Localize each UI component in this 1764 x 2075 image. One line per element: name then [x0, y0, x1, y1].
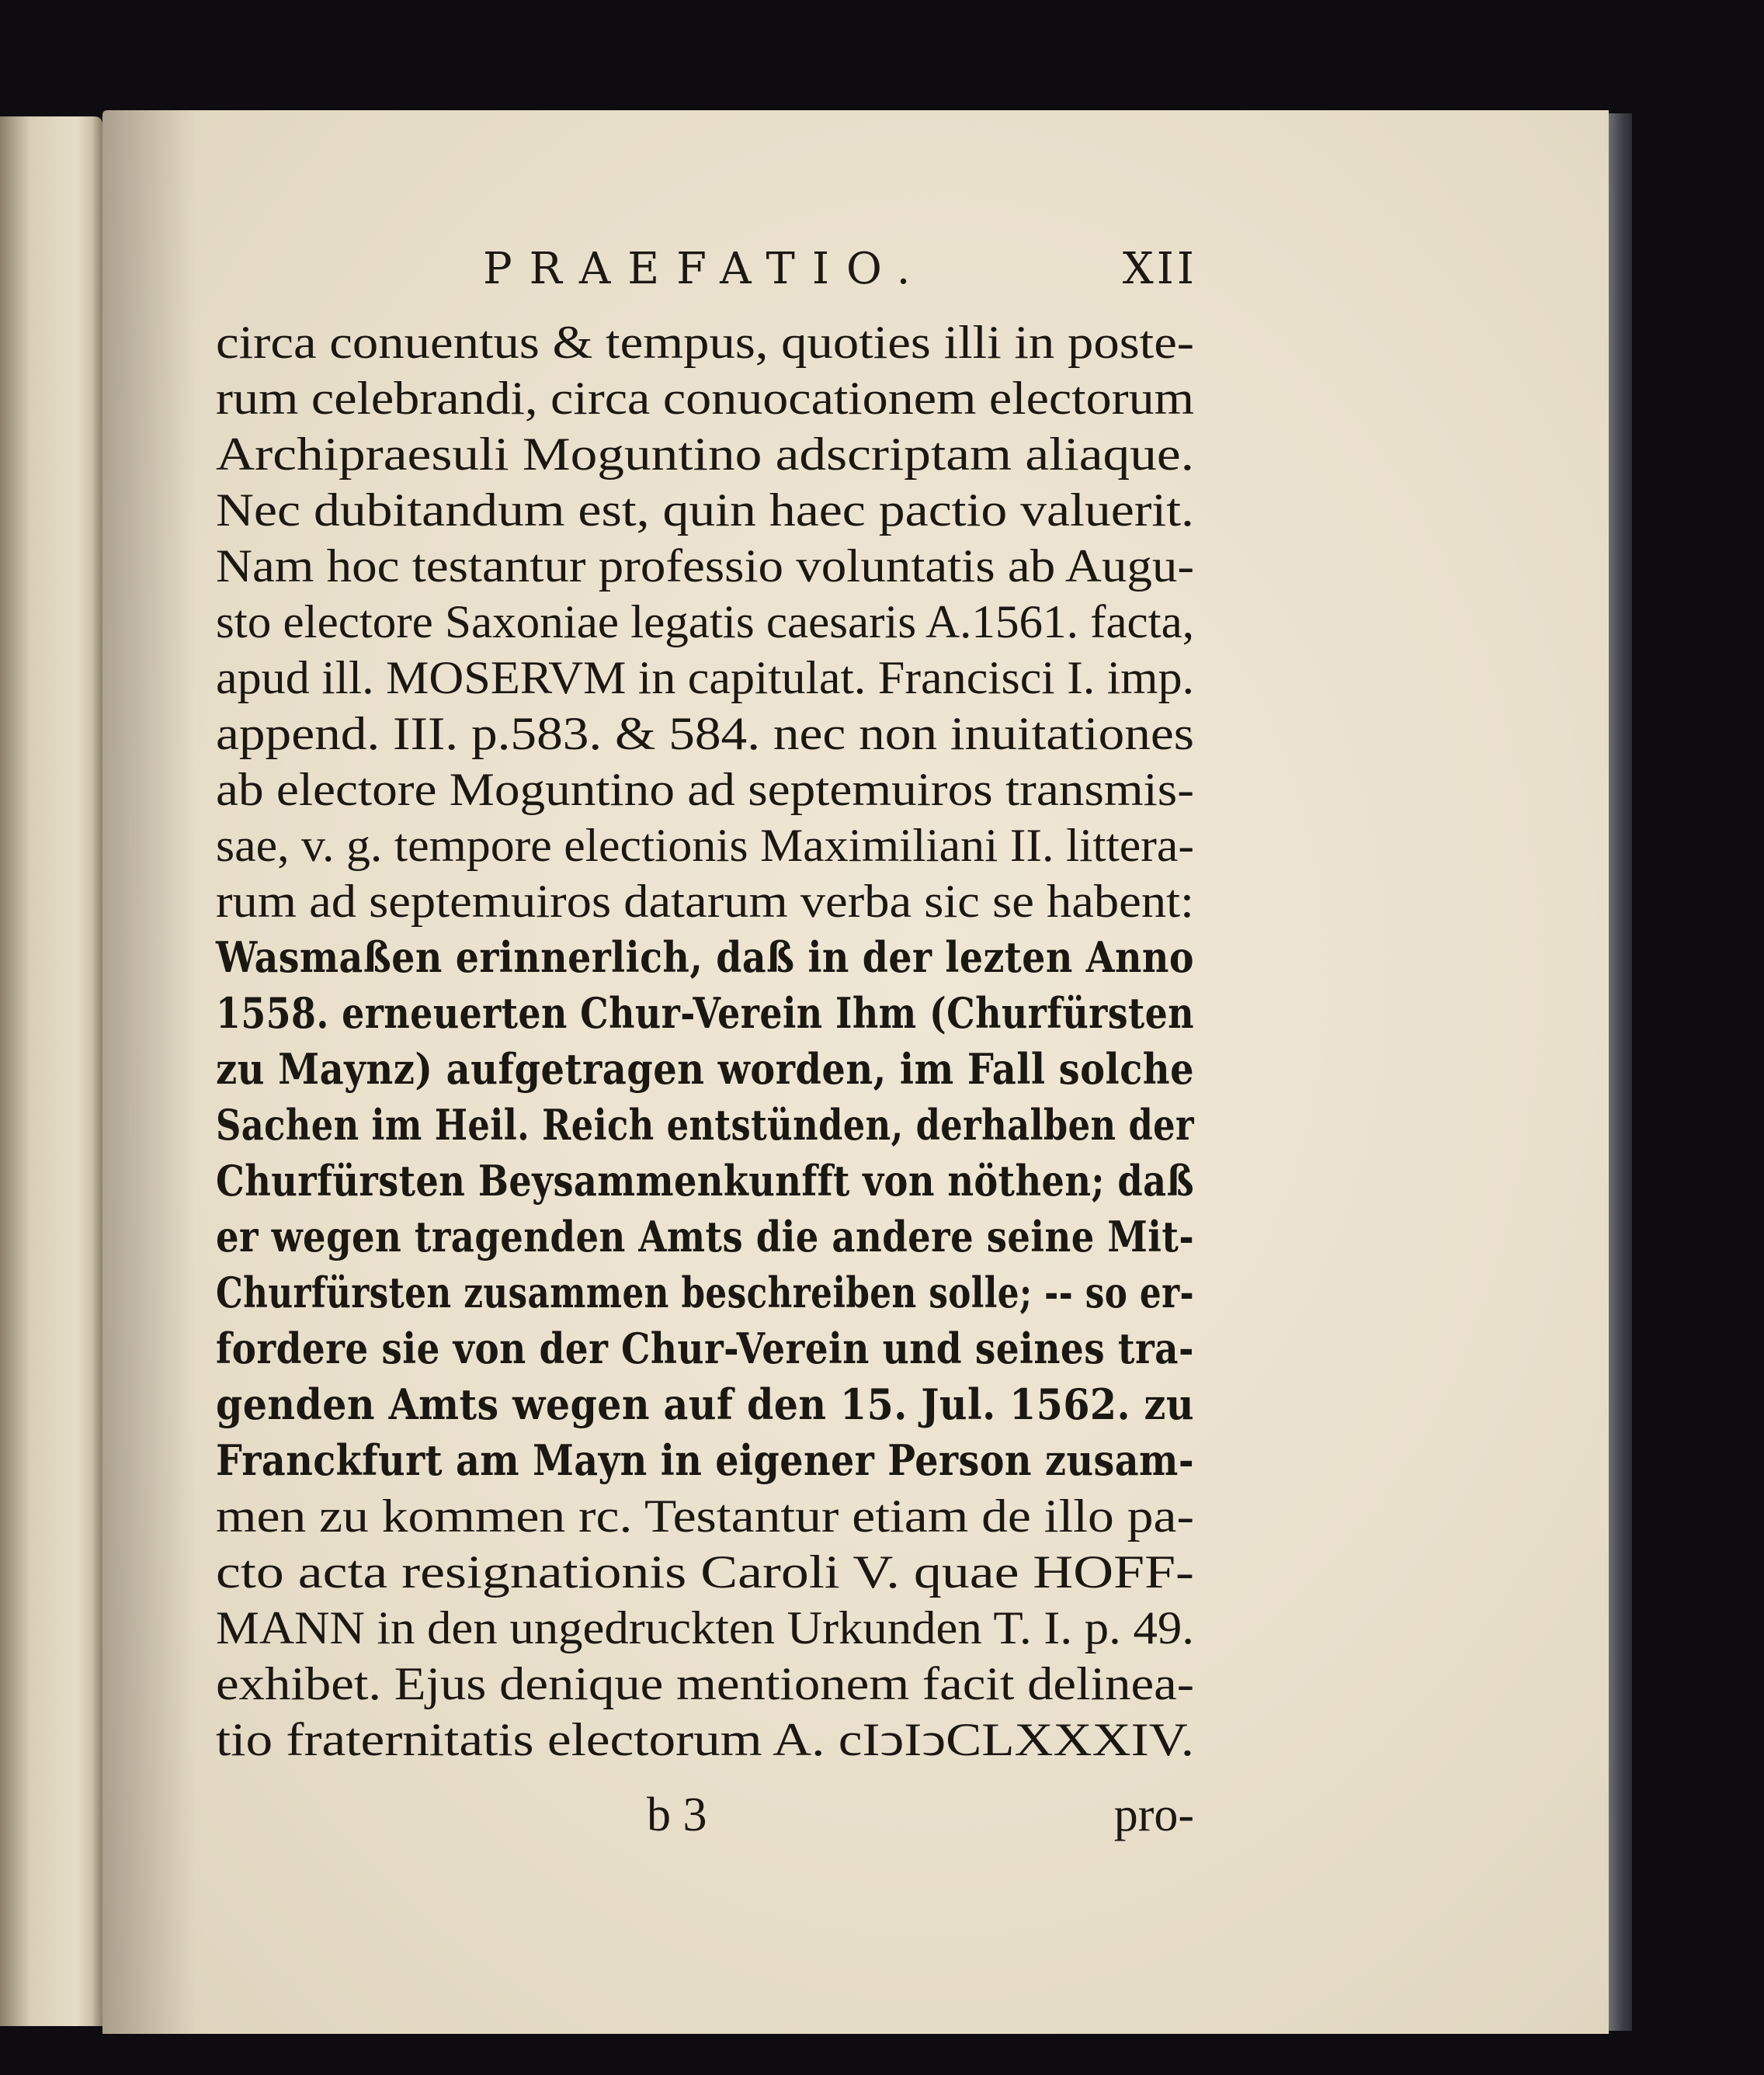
- text-line-content: exhibet. Ejus denique mentionem facit delinea-: [216, 1658, 1194, 1709]
- folio-number: XII: [1122, 244, 1197, 294]
- text-line: [216, 426, 1194, 482]
- text-line: [216, 594, 1194, 650]
- text-line-content: zu Maynz) aufgetragen worden, im Fall solche: [216, 1044, 1195, 1094]
- text-line: [216, 314, 1194, 370]
- text-line: [216, 817, 1194, 873]
- text-line-content: Nec dubitandum est, quin haec pactio valuerit.: [216, 484, 1194, 536]
- signature-mark: b 3: [647, 1789, 707, 1841]
- text-line-content: er wegen tragenden Amts die andere seine Mit-: [216, 1212, 1195, 1261]
- text-line-content: ab electore Moguntino ad septemuiros transmis-: [216, 764, 1194, 815]
- text-line: [216, 1544, 1194, 1600]
- catchword: pro-: [1113, 1789, 1194, 1841]
- text-line: [216, 1432, 1194, 1488]
- text-line-content: MANN in den ungedruckten Urkunden T. I. p. 49.: [216, 1602, 1194, 1653]
- text-line: [216, 1488, 1194, 1544]
- text-line: [216, 706, 1194, 762]
- text-line-content: rum celebrandi, circa conuocationem electorum: [216, 373, 1195, 424]
- text-line-content: Wasmaßen erinnerlich, daß in der lezten Anno: [216, 932, 1194, 982]
- text-line: [216, 1097, 1194, 1153]
- text-line: [216, 1376, 1194, 1432]
- text-line-content: Nam hoc testantur professio voluntatis ab Augu-: [216, 540, 1195, 592]
- gutter-shadow-right: [102, 110, 196, 2034]
- text-line-content: Churfürsten Beysammenkunfft von nöthen; daß: [216, 1156, 1195, 1206]
- text-line-content: apud ill. MOSERVM in capitulat. Francisci I. imp.: [216, 652, 1195, 703]
- text-line-content: fordere sie von der Chur-Verein und seines tra-: [216, 1324, 1194, 1373]
- text-line-content: rum ad septemuiros datarum verba sic se habent:: [216, 876, 1194, 927]
- left-page-edge: [0, 116, 102, 2026]
- fore-edge: [1609, 113, 1632, 2031]
- text-line: [216, 929, 1194, 985]
- text-line: [216, 538, 1194, 594]
- text-line-content: append. III. p.583. & 584. nec non inuitationes: [216, 708, 1195, 759]
- text-line-content: men zu kommen rc. Testantur etiam de illo pa-: [216, 1490, 1194, 1542]
- text-line: [216, 650, 1194, 706]
- text-line-content: tio fraternitatis electorum A. cIↄIↄCLXXXIV.: [216, 1714, 1195, 1765]
- text-line-content: genden Amts wegen auf den 15. Jul. 1562. zu: [216, 1379, 1194, 1429]
- body-text: [216, 314, 1194, 1768]
- text-line: [216, 1656, 1194, 1712]
- text-line-content: sae, v. g. tempore electionis Maximiliani II. littera-: [216, 820, 1195, 871]
- text-line: [216, 1265, 1194, 1320]
- text-line-content: 1558. erneuerten Chur-Verein Ihm (Churfürsten: [216, 988, 1194, 1038]
- text-line-content: sto electore Saxoniae legatis caesaris A.1561. facta,: [216, 596, 1195, 647]
- text-line: [216, 1320, 1194, 1376]
- text-line-content: Sachen im Heil. Reich entstünden, derhalben der: [216, 1100, 1195, 1150]
- text-line-content: Archipraesuli Moguntino adscriptam aliaque.: [216, 429, 1195, 480]
- text-line: [216, 762, 1194, 817]
- text-line: [216, 370, 1194, 426]
- text-line: [216, 985, 1194, 1041]
- text-line-content: cto acta resignationis Caroli V. quae HOFF-: [216, 1546, 1194, 1598]
- text-line-content: circa conuentus & tempus, quoties illi in poste-: [216, 317, 1195, 368]
- text-line: [216, 1041, 1194, 1097]
- text-line-content: Churfürsten zusammen beschreiben solle; -- so er-: [216, 1268, 1195, 1317]
- page-header: [483, 244, 1197, 303]
- running-title: PRAEFATIO.: [483, 244, 928, 294]
- text-line-content: Franckfurt am Mayn in eigener Person zusam-: [216, 1435, 1195, 1485]
- text-line: [216, 482, 1194, 538]
- text-line: [216, 1712, 1194, 1768]
- text-line: [216, 873, 1194, 929]
- text-line: [216, 1600, 1194, 1656]
- text-line: [216, 1153, 1194, 1209]
- gutter-shadow: [92, 116, 102, 2026]
- page-footer: [216, 1788, 1194, 1850]
- text-line: [216, 1209, 1194, 1265]
